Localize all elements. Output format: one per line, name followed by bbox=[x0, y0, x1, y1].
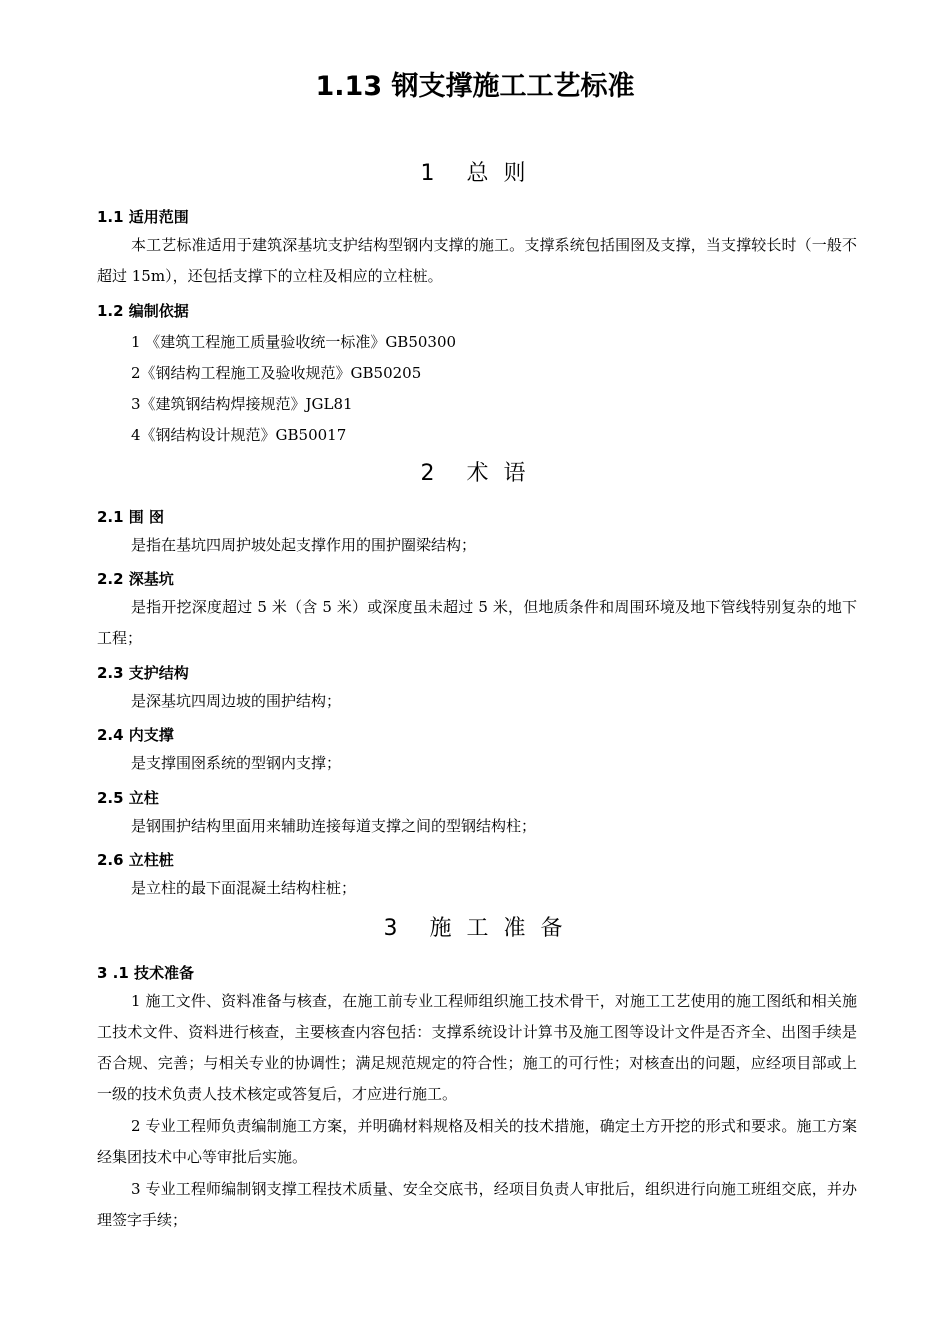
reference-item: 2《钢结构工程施工及验收规范》GB50205 bbox=[131, 364, 422, 382]
term-heading: 2.3 支护结构 bbox=[97, 664, 189, 682]
section-heading: 1.2 编制依据 bbox=[97, 302, 189, 320]
chapter-number: 1 bbox=[420, 161, 439, 186]
reference-item: 4《钢结构设计规范》GB50017 bbox=[131, 426, 347, 444]
term-heading: 2.4 内支撑 bbox=[97, 726, 174, 744]
chapter-3-heading bbox=[0, 911, 950, 942]
chapter-1-heading bbox=[0, 156, 950, 187]
reference-item: 3《建筑钢结构焊接规范》JGL81 bbox=[131, 395, 353, 413]
section-heading: 1.1 适用范围 bbox=[97, 208, 189, 226]
paragraph: 1 施工文件、资料准备与核查，在施工前专业工程师组织施工技术骨干，对施工工艺使用的施工图纸和相关施工技术文件、资料进行核查，主要核查内容包括：支撑系统设计计算书及施工图等设计文件是否齐全、出图手续是否合规、完善；与相关专业的协调性；满足规范规定的符合性；施工的可行性；对核查出的问题，应经项目部或上一级的技术负责人技术核定或答复后，才应进行施工。 bbox=[97, 992, 857, 1103]
chapter-name: 施 工 准 备 bbox=[429, 916, 567, 941]
chapter-number: 2 bbox=[420, 461, 439, 486]
section-heading: 3 .1 技术准备 bbox=[97, 964, 195, 982]
term-heading: 2.1 围 囹 bbox=[97, 508, 165, 526]
chapter-number: 3 bbox=[383, 916, 402, 941]
paragraph: 2 专业工程师负责编制施工方案，并明确材料规格及相关的技术措施，确定土方开挖的形式和要求。施工方案经集团技术中心等审批后实施。 bbox=[97, 1117, 857, 1166]
chapter-2-heading bbox=[0, 456, 950, 487]
term-definition: 是支撑围囹系统的型钢内支撑； bbox=[131, 754, 342, 772]
term-heading: 2.2 深基坑 bbox=[97, 570, 174, 588]
reference-item: 1 《建筑工程施工质量验收统一标准》GB50300 bbox=[131, 333, 457, 351]
term-definition: 是指开挖深度超过 5 米（含 5 米）或深度虽未超过 5 米，但地质条件和周围环境及地下管线特别复杂的地下工程； bbox=[97, 598, 857, 647]
term-definition: 是指在基坑四周护坡处起支撑作用的围护圈梁结构； bbox=[131, 536, 477, 554]
term-definition: 是立柱的最下面混凝土结构柱桩； bbox=[131, 879, 357, 897]
document-title: 1.13 钢支撑施工工艺标准 bbox=[315, 71, 635, 102]
chapter-name: 总 则 bbox=[466, 161, 530, 186]
term-heading: 2.6 立柱桩 bbox=[97, 851, 174, 869]
term-definition: 是深基坑四周边坡的围护结构； bbox=[131, 692, 342, 710]
chapter-name: 术 语 bbox=[466, 461, 530, 486]
paragraph: 本工艺标准适用于建筑深基坑支护结构型钢内支撑的施工。支撑系统包括围囹及支撑，当支撑较长时（一般不超过 15m），还包括支撑下的立柱及相应的立柱桩。 bbox=[97, 236, 857, 285]
term-heading: 2.5 立柱 bbox=[97, 789, 159, 807]
term-definition: 是钢围护结构里面用来辅助连接每道支撑之间的型钢结构柱； bbox=[131, 817, 537, 835]
paragraph: 3 专业工程师编制钢支撑工程技术质量、安全交底书，经项目负责人审批后，组织进行向施工班组交底，并办理签字手续； bbox=[97, 1180, 857, 1229]
